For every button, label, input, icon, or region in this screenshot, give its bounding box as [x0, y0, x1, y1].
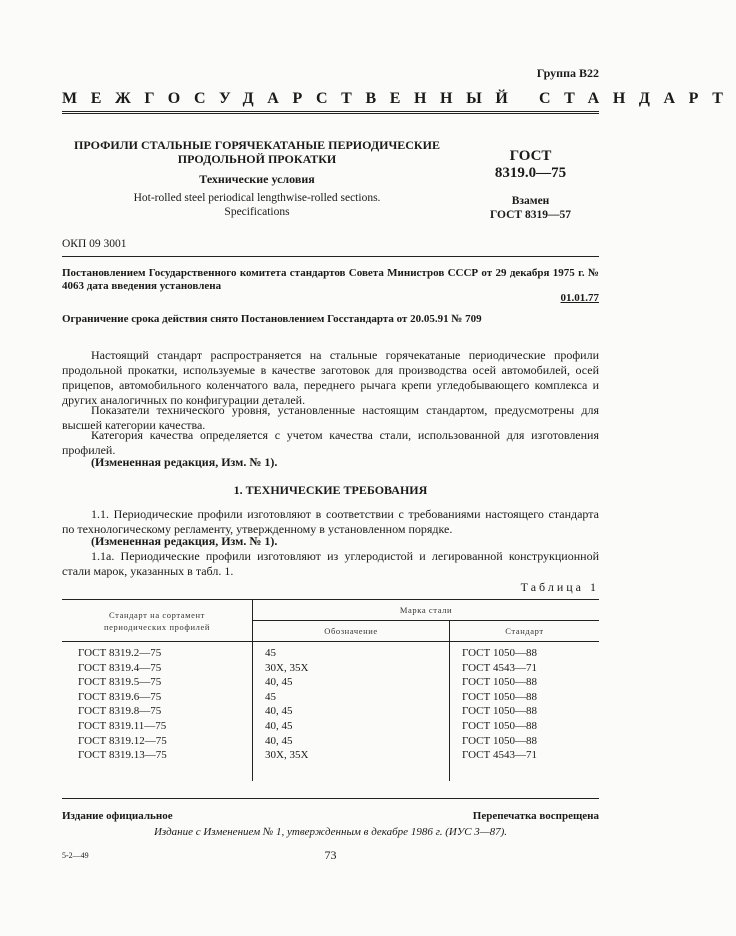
cell-grade-designation: 40, 45 [253, 675, 450, 690]
cell-grade-standard: ГОСТ 1050—88 [450, 690, 600, 705]
steel-grades-table [62, 599, 599, 781]
cell-grade-standard: ГОСТ 1050—88 [450, 675, 600, 690]
banner-rule-bottom [62, 113, 599, 114]
cell-grade-designation: 30Х, 35Х [253, 748, 450, 763]
banner-rule-top [62, 111, 599, 112]
intro-amendment: (Измененная редакция, Изм. № 1). [91, 455, 278, 469]
cell-profile-standard: ГОСТ 8319.12—75 [78, 734, 167, 747]
table-row [62, 690, 599, 705]
cell-profile-standard: ГОСТ 8319.5—75 [78, 676, 162, 689]
table-row [62, 734, 599, 749]
group-code: Группа В22 [536, 66, 599, 80]
header-grade-standard: Стандарт [450, 621, 600, 642]
intro-paragraph-1: Настоящий стандарт распространяется на стальные горячекатаные периодические профили продольной прокатки, используемые в качестве заготовок для производства осей автомобилей, осей прицепов, автомобильного коленчатого вала, переднего рычага крепи угледобывающего комплекса и других аналогичных по конфигурации деталей. [62, 348, 599, 407]
clause-1-1-amendment: (Измененная редакция, Изм. № 1). [91, 534, 278, 548]
title-line-1: ПРОФИЛИ СТАЛЬНЫЕ ГОРЯЧЕКАТАНЫЕ ПЕРИОДИЧЕСКИЕ [74, 138, 440, 152]
cell-profile-standard: ГОСТ 8319.4—75 [78, 661, 162, 674]
spacer-cell [450, 763, 600, 781]
header-standard-line-1: Стандарт на сортамент [109, 609, 205, 620]
cell-profile-standard: ГОСТ 8319.13—75 [78, 749, 167, 762]
table-row [62, 675, 599, 690]
table-row [62, 704, 599, 719]
english-title [62, 191, 452, 219]
replaces-number: ГОСТ 8319—57 [490, 209, 571, 221]
header-standard-line-2: периодических профилей [104, 621, 210, 632]
print-code: 5-2—49 [62, 851, 89, 860]
header-standard [62, 600, 253, 642]
okp-code: ОКП 09 3001 [62, 238, 127, 250]
edition-note: Издание с Изменением № 1, утвержденным в декабре 1986 г. (ИУС 3—87). [153, 826, 508, 838]
cell-grade-designation: 30Х, 35Х [253, 661, 450, 676]
restriction-text: Ограничение срока действия снято Постановлением Госстандарта от 20.05.91 № 709 [62, 313, 482, 325]
decree-text: Постановлением Государственного комитета стандартов Совета Министров СССР от 29 декабря 1975 г. № 4063 дата введения установлена [62, 267, 599, 292]
effective-date: 01.01.77 [560, 292, 599, 304]
english-title-line-1: Hot-rolled steel periodical lengthwise-rolled sections. [133, 192, 381, 204]
cell-grade-standard: ГОСТ 1050—88 [450, 734, 600, 749]
document-title [62, 138, 452, 166]
cell-grade-designation: 45 [253, 642, 450, 661]
cell-grade-designation: 45 [253, 690, 450, 705]
cell-profile-standard: ГОСТ 8319.6—75 [78, 690, 162, 703]
gost-designation [462, 148, 599, 182]
official-edition: Издание официальное [62, 810, 173, 822]
header-steel-grade: Марка стали [253, 600, 600, 621]
intro-paragraph-2: Показатели технического уровня, установленные настоящим стандартом, предусмотрены для высшей категории качества. [62, 403, 599, 432]
cell-grade-designation: 40, 45 [253, 719, 450, 734]
table-row [62, 748, 599, 763]
page-number: 73 [324, 848, 337, 862]
reprint-prohibited: Перепечатка воспрещена [472, 810, 599, 822]
cell-profile-standard: ГОСТ 8319.11—75 [78, 719, 167, 732]
cell-grade-designation: 40, 45 [253, 704, 450, 719]
table-spacer-row [62, 763, 599, 781]
table-end-rule [62, 798, 599, 799]
section-heading: 1. ТЕХНИЧЕСКИЕ ТРЕБОВАНИЯ [233, 483, 428, 497]
replaces-label: Взамен [511, 195, 550, 207]
standard-banner: МЕЖГОСУДАРСТВЕННЫЙ СТАНДАРТ [62, 90, 736, 107]
table-caption: Таблица 1 [520, 580, 599, 594]
table-row [62, 661, 599, 676]
replaces-block [462, 194, 599, 222]
spacer-cell [62, 763, 253, 781]
title-line-2: ПРОДОЛЬНОЙ ПРОКАТКИ [177, 152, 337, 166]
cell-grade-standard: ГОСТ 1050—88 [450, 719, 600, 734]
header-designation: Обозначение [253, 621, 450, 642]
cell-grade-designation: 40, 45 [253, 734, 450, 749]
document-subtitle: Технические условия [199, 172, 315, 186]
cell-grade-standard: ГОСТ 4543—71 [450, 748, 600, 763]
cell-grade-standard: ГОСТ 1050—88 [450, 642, 600, 661]
english-title-line-2: Specifications [224, 206, 290, 218]
clause-1-1a: 1.1а. Периодические профили изготовляют из углеродистой и легированной конструкционной стали марок, указанных в табл. 1. [62, 549, 599, 578]
cell-grade-standard: ГОСТ 4543—71 [450, 661, 600, 676]
gost-number: 8319.0—75 [494, 165, 567, 181]
okp-rule [62, 256, 599, 257]
cell-grade-standard: ГОСТ 1050—88 [450, 704, 600, 719]
table-body [62, 642, 599, 781]
intro-paragraph-3: Категория качества определяется с учетом качества стали, использованной для изготовления профилей. [62, 428, 599, 457]
gost-label: ГОСТ [509, 148, 552, 164]
clause-1-1: 1.1. Периодические профили изготовляют в соответствии с требованиями настоящего стандарта по технологическому регламенту, утвержденному в установленном порядке. [62, 507, 599, 536]
cell-profile-standard: ГОСТ 8319.2—75 [78, 647, 162, 659]
spacer-cell [253, 763, 450, 781]
cell-profile-standard: ГОСТ 8319.8—75 [78, 705, 162, 718]
table-row [62, 642, 599, 661]
table-row [62, 719, 599, 734]
